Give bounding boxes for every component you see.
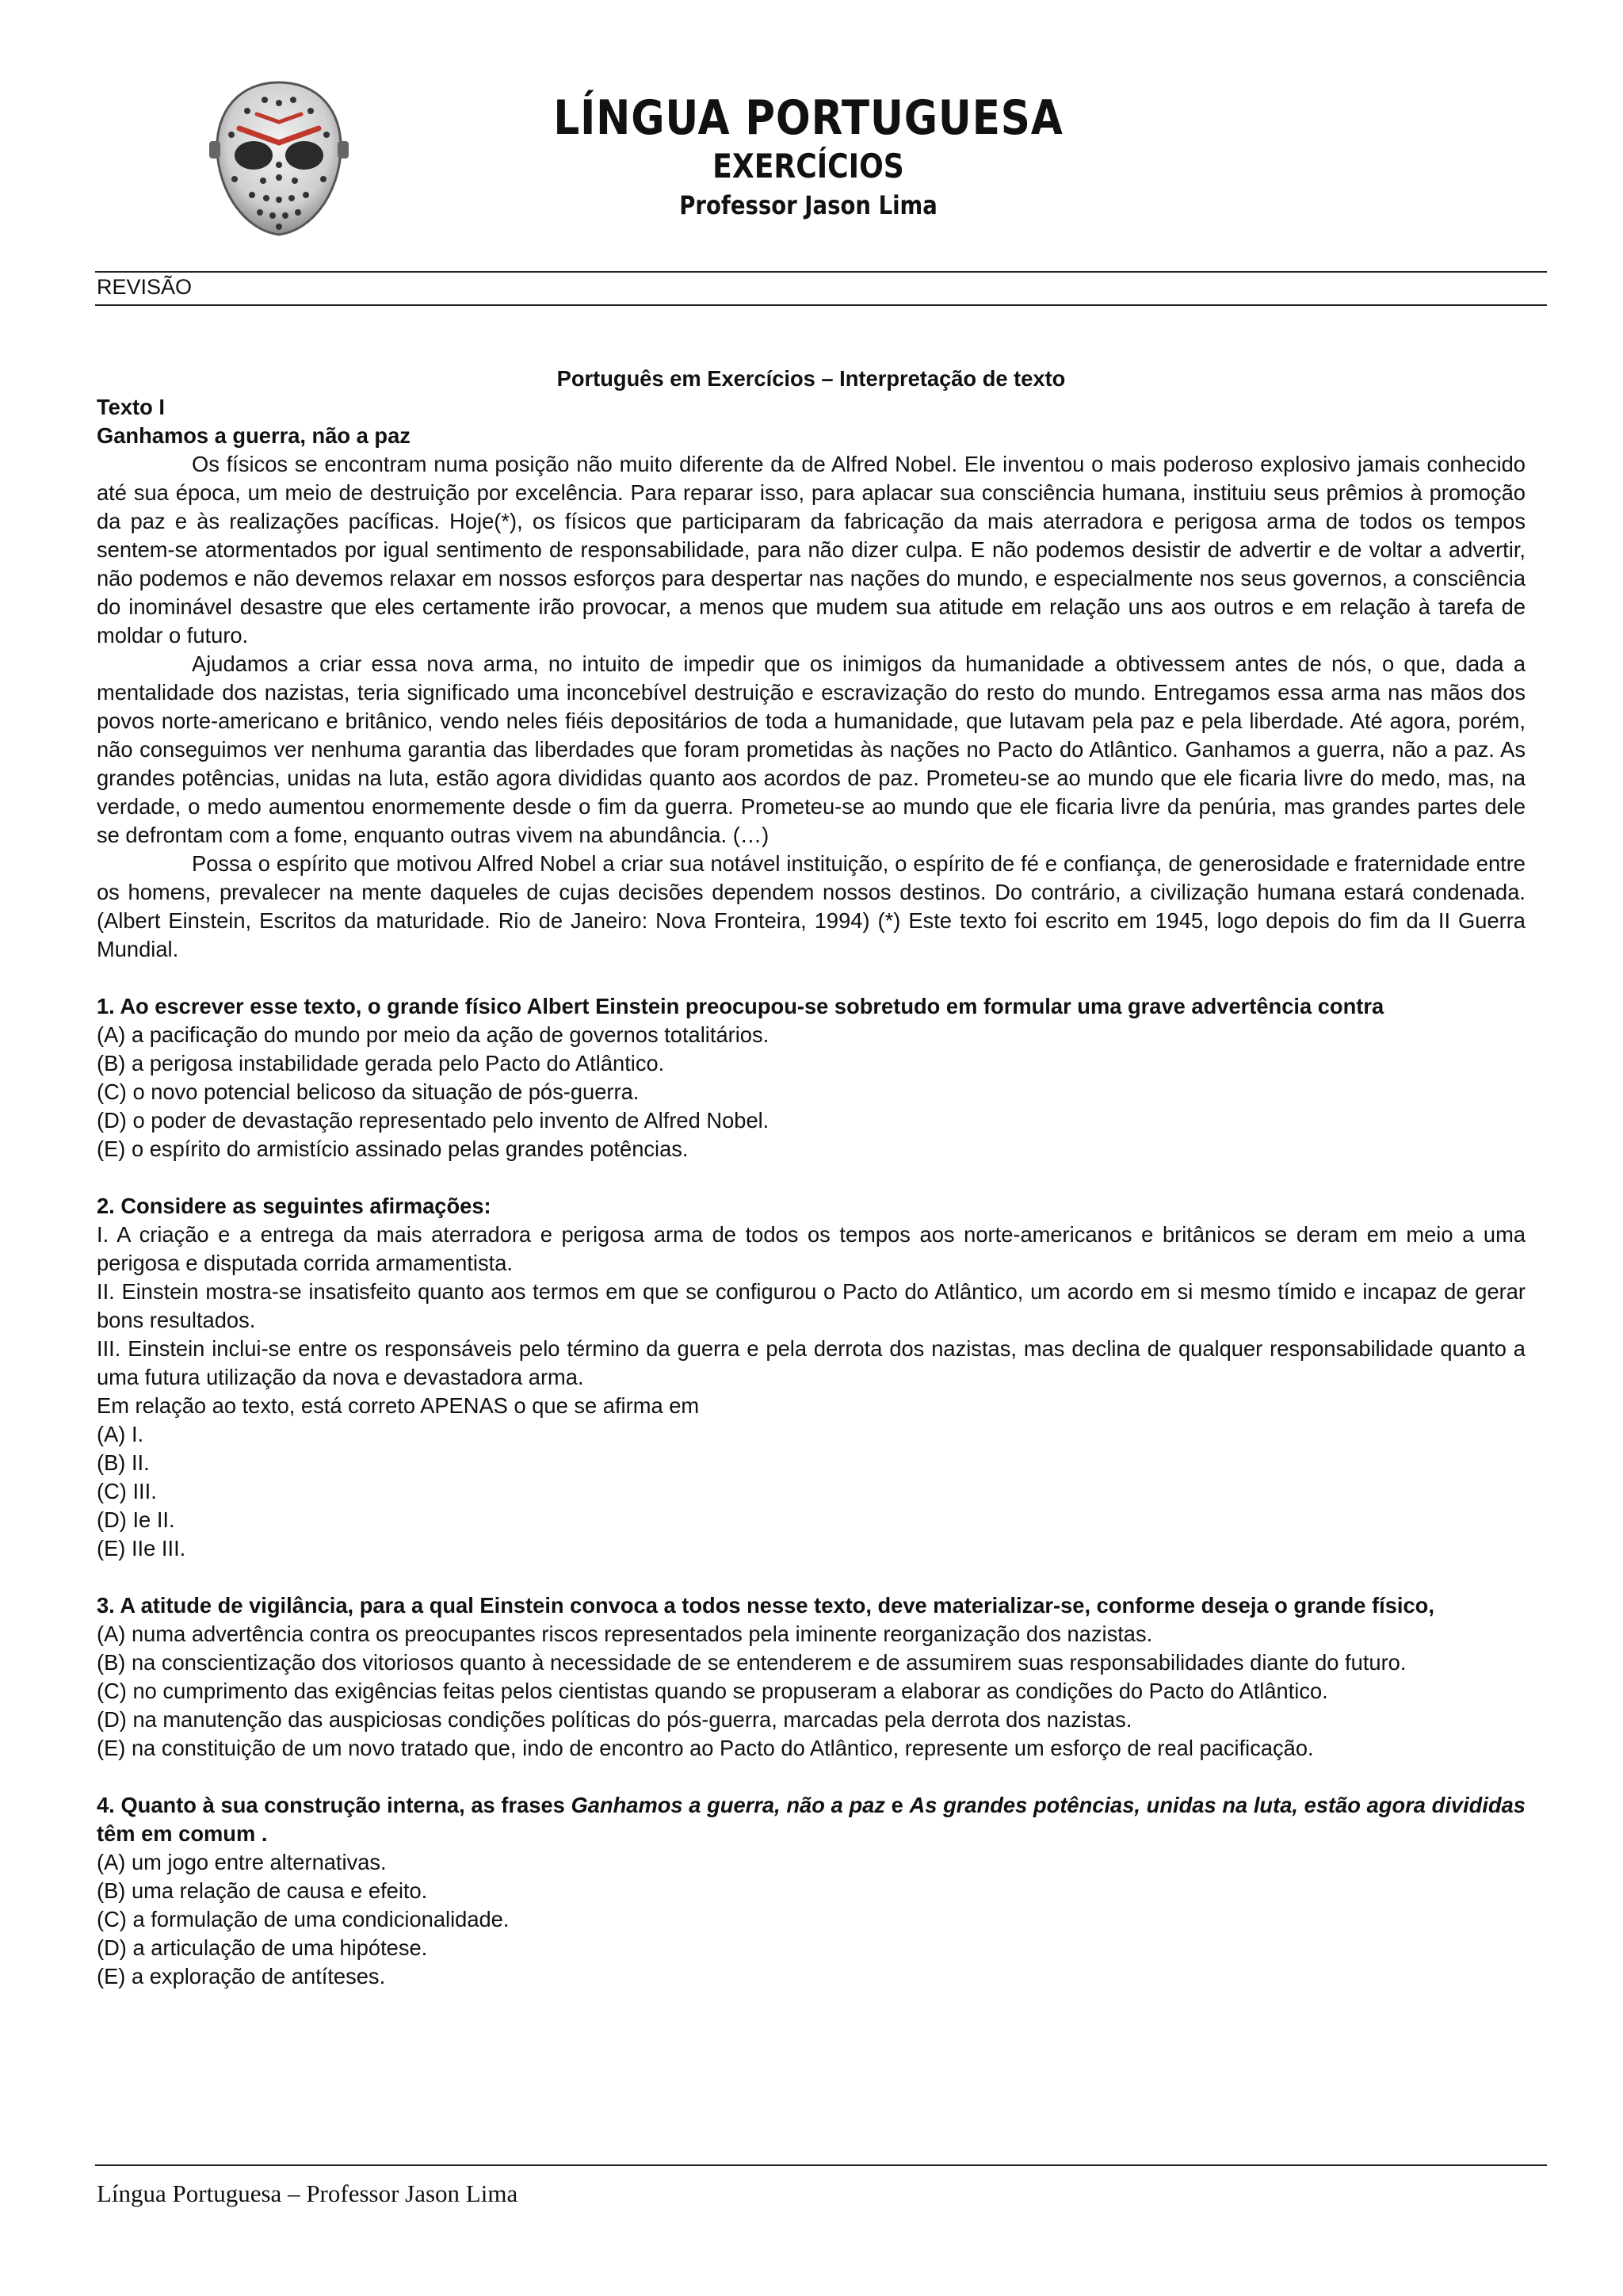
question-4-stem-suffix: têm em comum . [97, 1821, 268, 1846]
question-2-option: (A) I. [97, 1422, 144, 1446]
text-title: Ganhamos a guerra, não a paz [97, 423, 411, 448]
question-2-option: (D) Ie II. [97, 1507, 175, 1532]
question-3-option: (A) numa advertência contra os preocupantes riscos representados pela iminente reorganização dos nazistas. [97, 1622, 1153, 1646]
question-1-option: (C) o novo potencial belicoso da situação de pós-guerra. [97, 1079, 640, 1104]
question-2-statement: II. Einstein mostra-se insatisfeito quanto aos termos em que se configurou o Pacto do Atlântico, um acordo em si mesmo tímido e incapaz de gerar bons resultados. [97, 1279, 1526, 1332]
question-1-option: (D) o poder de devastação representado pelo invento de Alfred Nobel. [97, 1108, 769, 1133]
text-label: Texto I [97, 395, 165, 419]
question-1-option: (B) a perigosa instabilidade gerada pelo Pacto do Atlântico. [97, 1051, 665, 1075]
question-1-option: (A) a pacificação do mundo por meio da ação de governos totalitários. [97, 1022, 769, 1047]
question-1-option: (E) o espírito do armistício assinado pelas grandes potências. [97, 1137, 689, 1161]
question-2-statement: I. A criação e a entrega da mais aterradora e perigosa arma de todos os tempos aos norte-americanos e britânicos se deram em meio a uma perigosa e disputada corrida armamentista. [97, 1222, 1526, 1275]
question-2-prompt: Em relação ao texto, está correto APENAS o que se afirma em [97, 1393, 700, 1418]
header-title-block [444, 90, 1173, 223]
question-4-option: (A) um jogo entre alternativas. [97, 1850, 387, 1874]
question-4-quote-2: As grandes potências, unidas na luta, estão agora divididas [909, 1793, 1526, 1817]
question-4-option: (E) a exploração de antíteses. [97, 1964, 386, 1988]
professor-name: Professor Jason Lima [679, 190, 938, 221]
text-paragraph: Os físicos se encontram numa posição não muito diferente da de Alfred Nobel. Ele inventou o mais poderoso explosivo jamais conhecido até sua época, um meio de destruição por excelência. Para reparar isso, para aplacar sua consciência humana, instituiu seus prêmios à promoção da paz e às realizações pacíficas. Hoje(*), os físicos que participaram da fabricação da mais aterradora e perigosa arma de todos os tempos sentem-se atormentados por igual sentimento de responsabilidade, para não dizer culpa. E não podemos desistir de advertir e de voltar a advertir, não podemos e não devemos relaxar em nossos esforços para despertar nas nações do mundo, e especialmente nos seus governos, a consciência do inominável desastre que eles certamente irão provocar, a menos que mudem sua atitude em relação uns aos outros e em relação à tarefa de moldar o futuro. [97, 452, 1526, 648]
hockey-mask-icon [208, 79, 350, 238]
section-label: REVISÃO [97, 275, 193, 299]
question-3-option: (E) na constituição de um novo tratado que, indo de encontro ao Pacto do Atlântico, represente um esforço de real pacificação. [97, 1736, 1314, 1760]
header-divider-top [95, 271, 1547, 273]
document-subtitle: EXERCÍCIOS [712, 147, 904, 185]
question-2-statement: III. Einstein inclui-se entre os responsáveis pelo término da guerra e pela derrota dos nazistas, mas declina de qualquer responsabilidade quanto a uma futura utilização da nova e devastadora arma. [97, 1336, 1526, 1389]
question-4-stem-prefix: 4. Quanto à sua construção interna, as frases [97, 1793, 571, 1817]
question-3-stem: 3. A atitude de vigilância, para a qual Einstein convoca a todos nesse texto, deve materializar-se, conforme deseja o grande físico, [97, 1593, 1434, 1618]
question-4-option: (C) a formulação de uma condicionalidade. [97, 1907, 510, 1931]
question-4-stem-mid: e [884, 1793, 910, 1817]
question-2-option: (E) IIe III. [97, 1536, 186, 1561]
document-body [97, 365, 1526, 1991]
question-3-option: (B) na conscientização dos vitoriosos quanto à necessidade de se entenderem e de assumirem suas responsabilidades diante do futuro. [97, 1650, 1407, 1675]
page-heading: Português em Exercícios – Interpretação de texto [556, 366, 1066, 391]
footer-text: Língua Portuguesa – Professor Jason Lima [97, 2179, 518, 2207]
text-paragraph: Ajudamos a criar essa nova arma, no intuito de impedir que os inimigos da humanidade a obtivessem antes de nós, o que, dada a mentalidade dos nazistas, teria significado uma inconcebível destruição e escravização do resto do mundo. Entregamos essa arma nas mãos dos povos norte-americano e britânico, vendo neles fiéis depositários de toda a humanidade, que lutavam pela paz e pela liberdade. Até agora, porém, não conseguimos ver nenhuma garantia das liberdades que foram prometidas às nações no Pacto do Atlântico. Ganhamos a guerra, não a paz. As grandes potências, unidas na luta, estão agora divididas quanto aos acordos de paz. Prometeu-se ao mundo que ele ficaria livre do medo, mas, na verdade, o medo aumentou enormemente desde o fim da guerra. Prometeu-se ao mundo que ele ficaria livre da penúria, mas grandes partes dele se defrontam com a fome, enquanto outras vivem na abundância. (…) [97, 651, 1526, 847]
text-paragraph: Possa o espírito que motivou Alfred Nobel a criar sua notável instituição, o espírito de fé e confiança, de generosidade e fraternidade entre os homens, prevalecer na mente daqueles de cujas decisões dependem nossos destinos. Do contrário, a civilização humana estará condenada. (Albert Einstein, Escritos da maturidade. Rio de Janeiro: Nova Fronteira, 1994) (*) Este texto foi escrito em 1945, logo depois do fim da II Guerra Mundial. [97, 851, 1526, 961]
question-3-option: (C) no cumprimento das exigências feitas pelos cientistas quando se propuseram a elaborar as condições do Pacto do Atlântico. [97, 1679, 1328, 1703]
question-3-option: (D) na manutenção das auspiciosas condições políticas do pós-guerra, marcadas pela derrota dos nazistas. [97, 1707, 1132, 1732]
header-divider-bottom [95, 304, 1547, 306]
document-title: LÍNGUA PORTUGUESA [553, 90, 1064, 146]
question-4-option: (B) uma relação de causa e efeito. [97, 1878, 428, 1903]
question-2-option: (C) III. [97, 1479, 157, 1503]
footer-divider [95, 2164, 1547, 2166]
question-2-stem: 2. Considere as seguintes afirmações: [97, 1194, 491, 1218]
question-2-option: (B) II. [97, 1450, 150, 1475]
question-4-option: (D) a articulação de uma hipótese. [97, 1935, 428, 1960]
question-4-stem [97, 1791, 1526, 1848]
question-4-quote-1: Ganhamos a guerra, não a paz [571, 1793, 885, 1817]
question-1-stem: 1. Ao escrever esse texto, o grande físico Albert Einstein preocupou-se sobretudo em formular uma grave advertência contra [97, 994, 1384, 1018]
